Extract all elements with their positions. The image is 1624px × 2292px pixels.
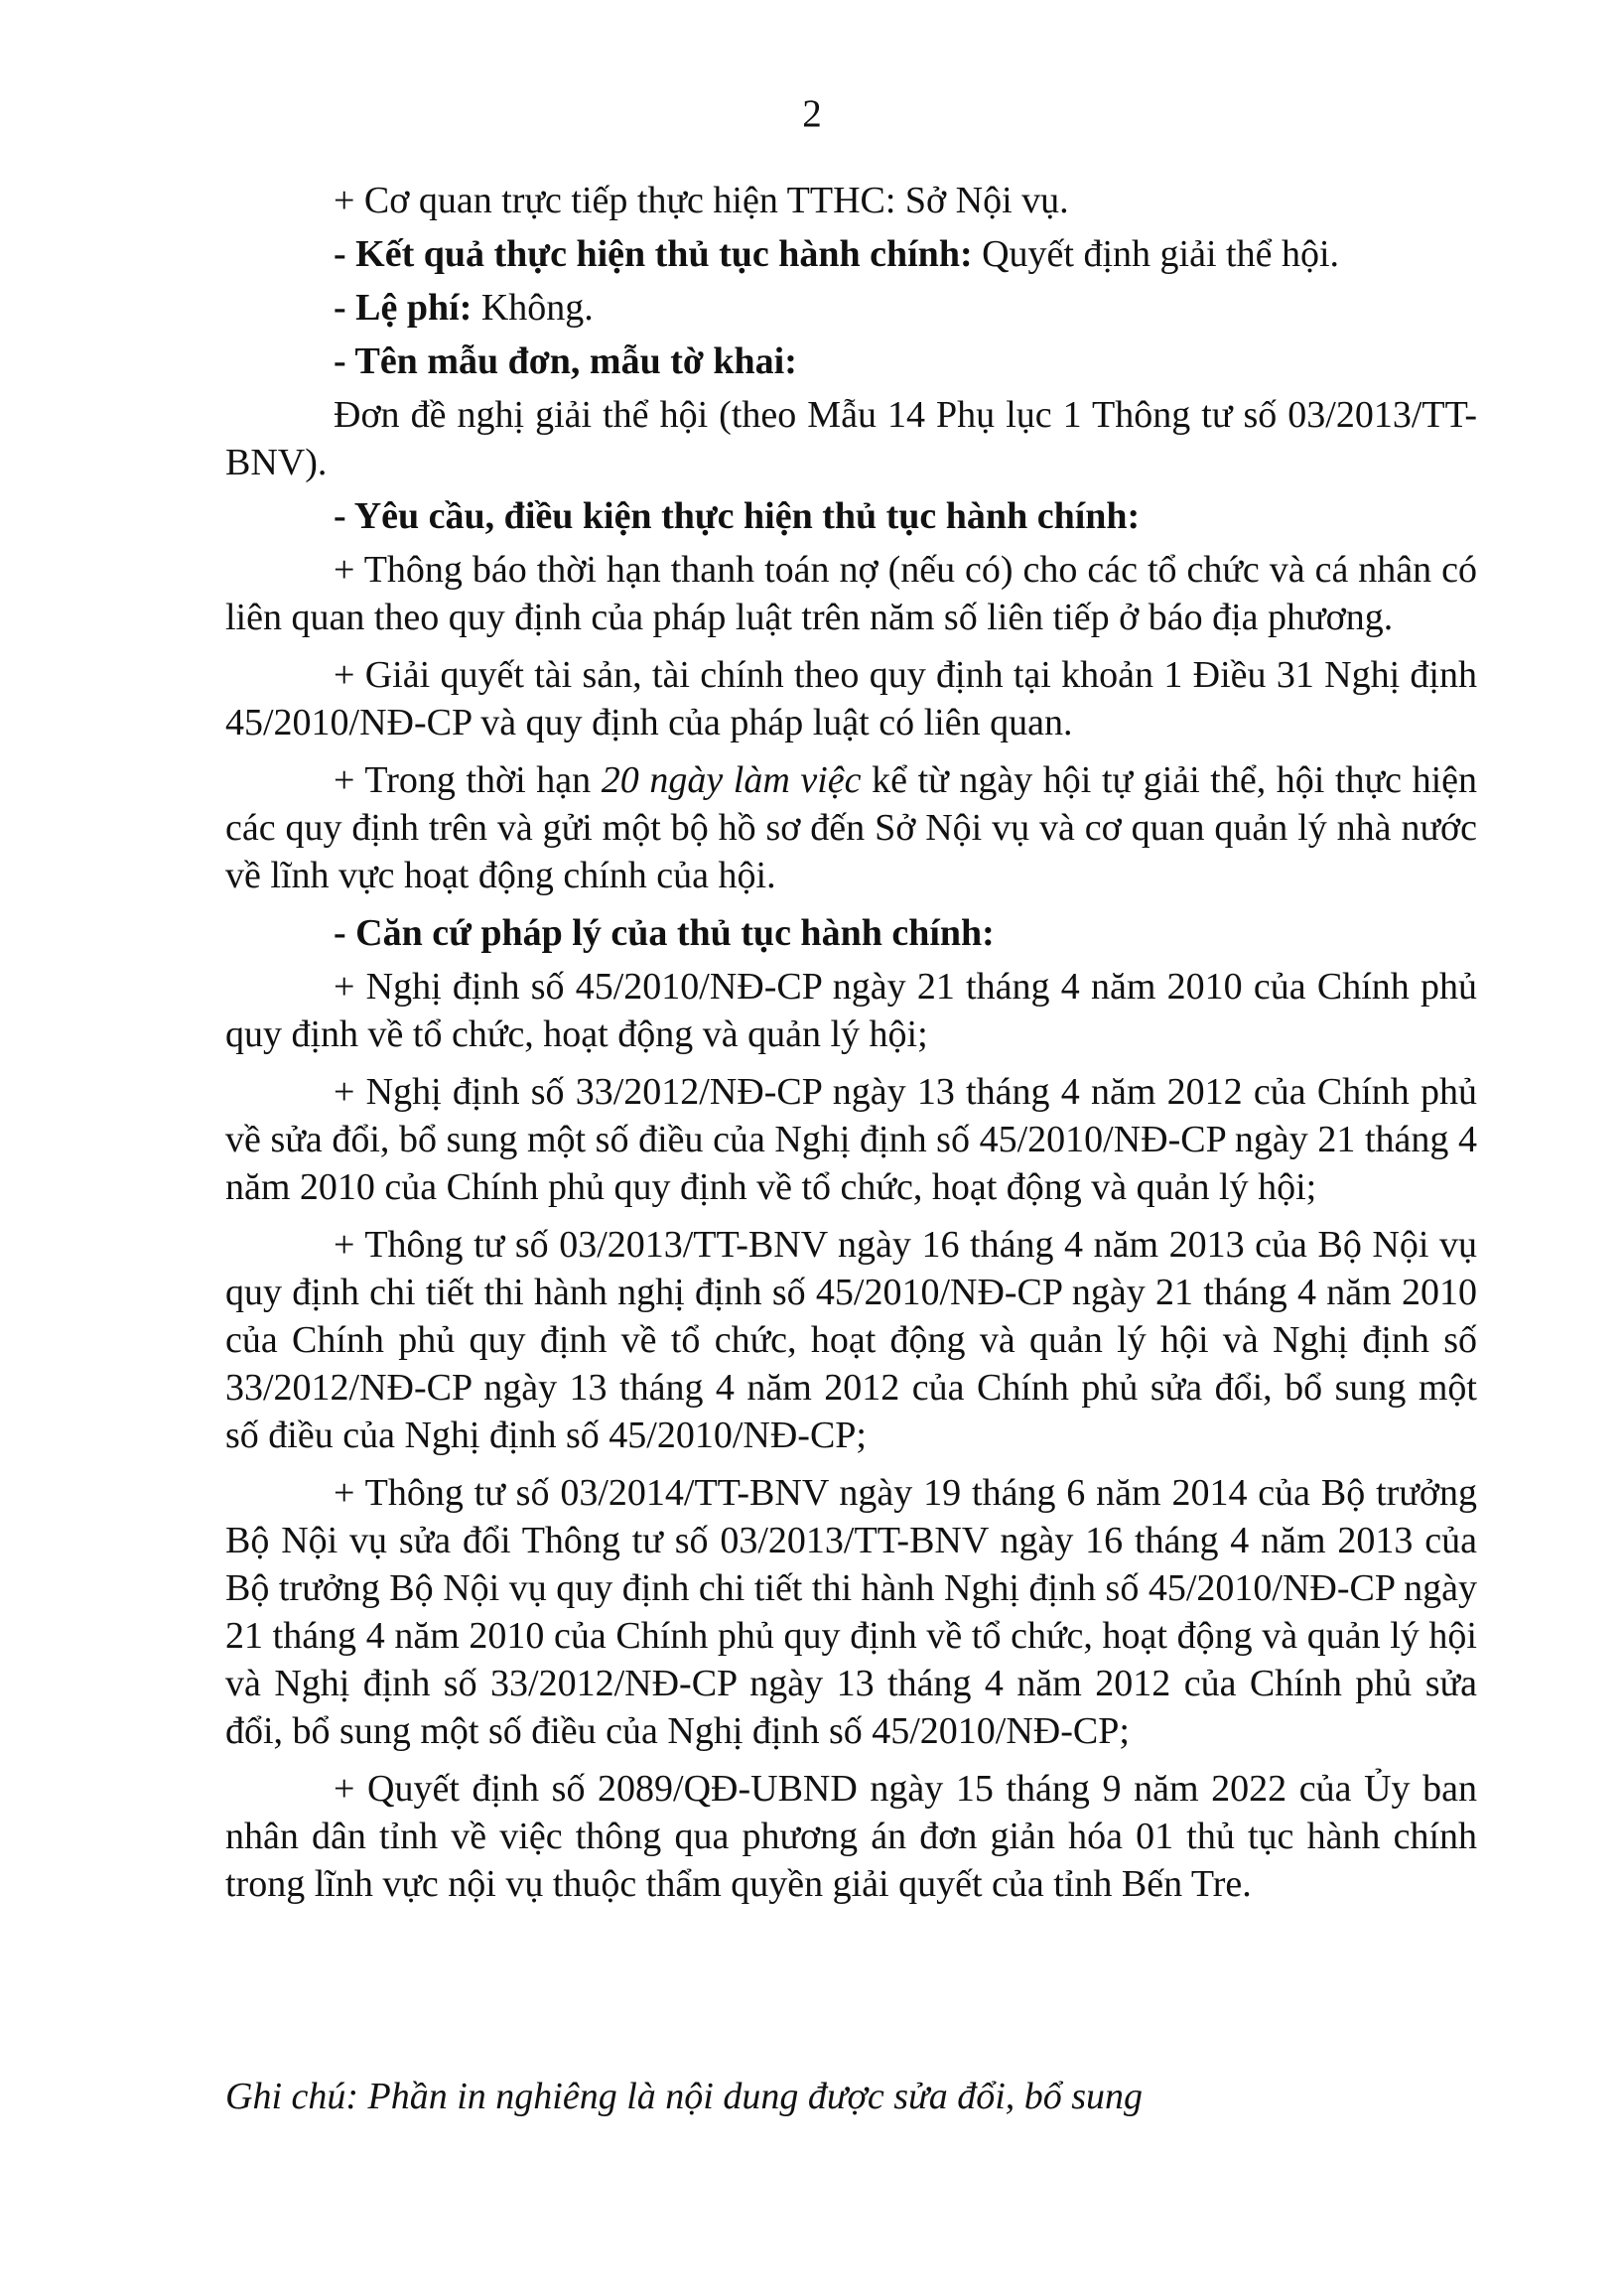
legal-basis-heading: - Căn cứ pháp lý của thủ tục hành chính: xyxy=(334,912,995,954)
requirement-3-start: + Trong thời hạn xyxy=(334,759,602,801)
fee-label: - Lệ phí: xyxy=(334,287,473,329)
paragraph-legal-basis-1: + Nghị định số 45/2010/NĐ-CP ngày 21 tháng 4 năm 2010 của Chính phủ quy định về tổ chức, hoạt động và quản lý hội; xyxy=(225,966,1477,1055)
paragraph-legal-basis-3: + Thông tư số 03/2013/TT-BNV ngày 16 tháng 4 năm 2013 của Bộ Nội vụ quy định chi tiết thi hành nghị định số 45/2010/NĐ-CP ngày 21 tháng 4 năm 2010 của Chính phủ quy định về tổ chức, hoạt động và quản lý hội và Nghị định số 33/2012/NĐ-CP ngày 13 tháng 4 năm 2012 của Chính phủ sửa đổi, bổ sung một số điều của Nghị định số 45/2010/NĐ-CP; xyxy=(225,1224,1477,1456)
paragraph-legal-basis-heading xyxy=(225,909,1477,957)
form-heading: - Tên mẫu đơn, mẫu tờ khai: xyxy=(334,340,797,382)
paragraph-result xyxy=(225,230,1477,278)
paragraph-requirement-1: + Thông báo thời hạn thanh toán nợ (nếu có) cho các tổ chức và cá nhân có liên quan theo quy định của pháp luật trên năm số liên tiếp ở báo địa phương. xyxy=(225,549,1477,638)
paragraph-legal-basis-4: + Thông tư số 03/2014/TT-BNV ngày 19 tháng 6 năm 2014 của Bộ trưởng Bộ Nội vụ sửa đổi Thông tư số 03/2013/TT-BNV ngày 16 tháng 4 năm 2013 của Bộ trưởng Bộ Nội vụ quy định chi tiết thi hành Nghị định số 45/2010/NĐ-CP ngày 21 tháng 4 năm 2010 của Chính phủ quy định về tổ chức, hoạt động và quản lý hội và Nghị định số 33/2012/NĐ-CP ngày 13 tháng 4 năm 2012 của Chính phủ sửa đổi, bổ sung một số điều của Nghị định số 45/2010/NĐ-CP; xyxy=(225,1472,1477,1752)
result-text: Quyết định giải thể hội. xyxy=(972,233,1339,275)
paragraph-fee xyxy=(225,284,1477,332)
result-label: - Kết quả thực hiện thủ tục hành chính: xyxy=(334,233,973,275)
paragraph-legal-basis-2: + Nghị định số 33/2012/NĐ-CP ngày 13 tháng 4 năm 2012 của Chính phủ về sửa đổi, bổ sung một số điều của Nghị định số 45/2010/NĐ-CP ngày 21 tháng 4 năm 2010 của Chính phủ quy định về tổ chức, hoạt động và quản lý hội; xyxy=(225,1071,1477,1208)
fee-text: Không. xyxy=(472,287,594,329)
requirements-heading: - Yêu cầu, điều kiện thực hiện thủ tục hành chính: xyxy=(334,495,1141,537)
document-body xyxy=(225,177,1477,1918)
paragraph-requirement-2: + Giải quyết tài sản, tài chính theo quy định tại khoản 1 Điều 31 Nghị định 45/2010/NĐ-CP và quy định của pháp luật có liên quan. xyxy=(225,654,1477,743)
footnote: Ghi chú: Phần in nghiêng là nội dung được sửa đổi, bổ sung xyxy=(225,2076,1144,2117)
paragraph-implementing-agency: + Cơ quan trực tiếp thực hiện TTHC: Sở Nội vụ. xyxy=(334,180,1069,221)
paragraph-form-name: Đơn đề nghị giải thể hội (theo Mẫu 14 Phụ lục 1 Thông tư số 03/2013/TT-BNV). xyxy=(225,394,1477,483)
paragraph-requirements-heading xyxy=(225,492,1477,540)
requirement-3-italic: 20 ngày làm việc xyxy=(601,759,862,801)
paragraph-form-heading xyxy=(225,337,1477,385)
requirement-3-end: kể từ ngày hội tự giải thể, hội thực hiện các quy định trên và gửi một bộ hồ sơ đến Sở Nội vụ và cơ quan quản lý nhà nước về lĩnh vực hoạt động chính của hội. xyxy=(225,759,1477,896)
page-number: 2 xyxy=(802,92,822,135)
paragraph-legal-basis-5: + Quyết định số 2089/QĐ-UBND ngày 15 tháng 9 năm 2022 của Ủy ban nhân dân tỉnh về việc thông qua phương án đơn giản hóa 01 thủ tục hành chính trong lĩnh vực nội vụ thuộc thẩm quyền giải quyết của tỉnh Bến Tre. xyxy=(225,1768,1477,1905)
paragraph-requirement-3 xyxy=(225,756,1477,899)
